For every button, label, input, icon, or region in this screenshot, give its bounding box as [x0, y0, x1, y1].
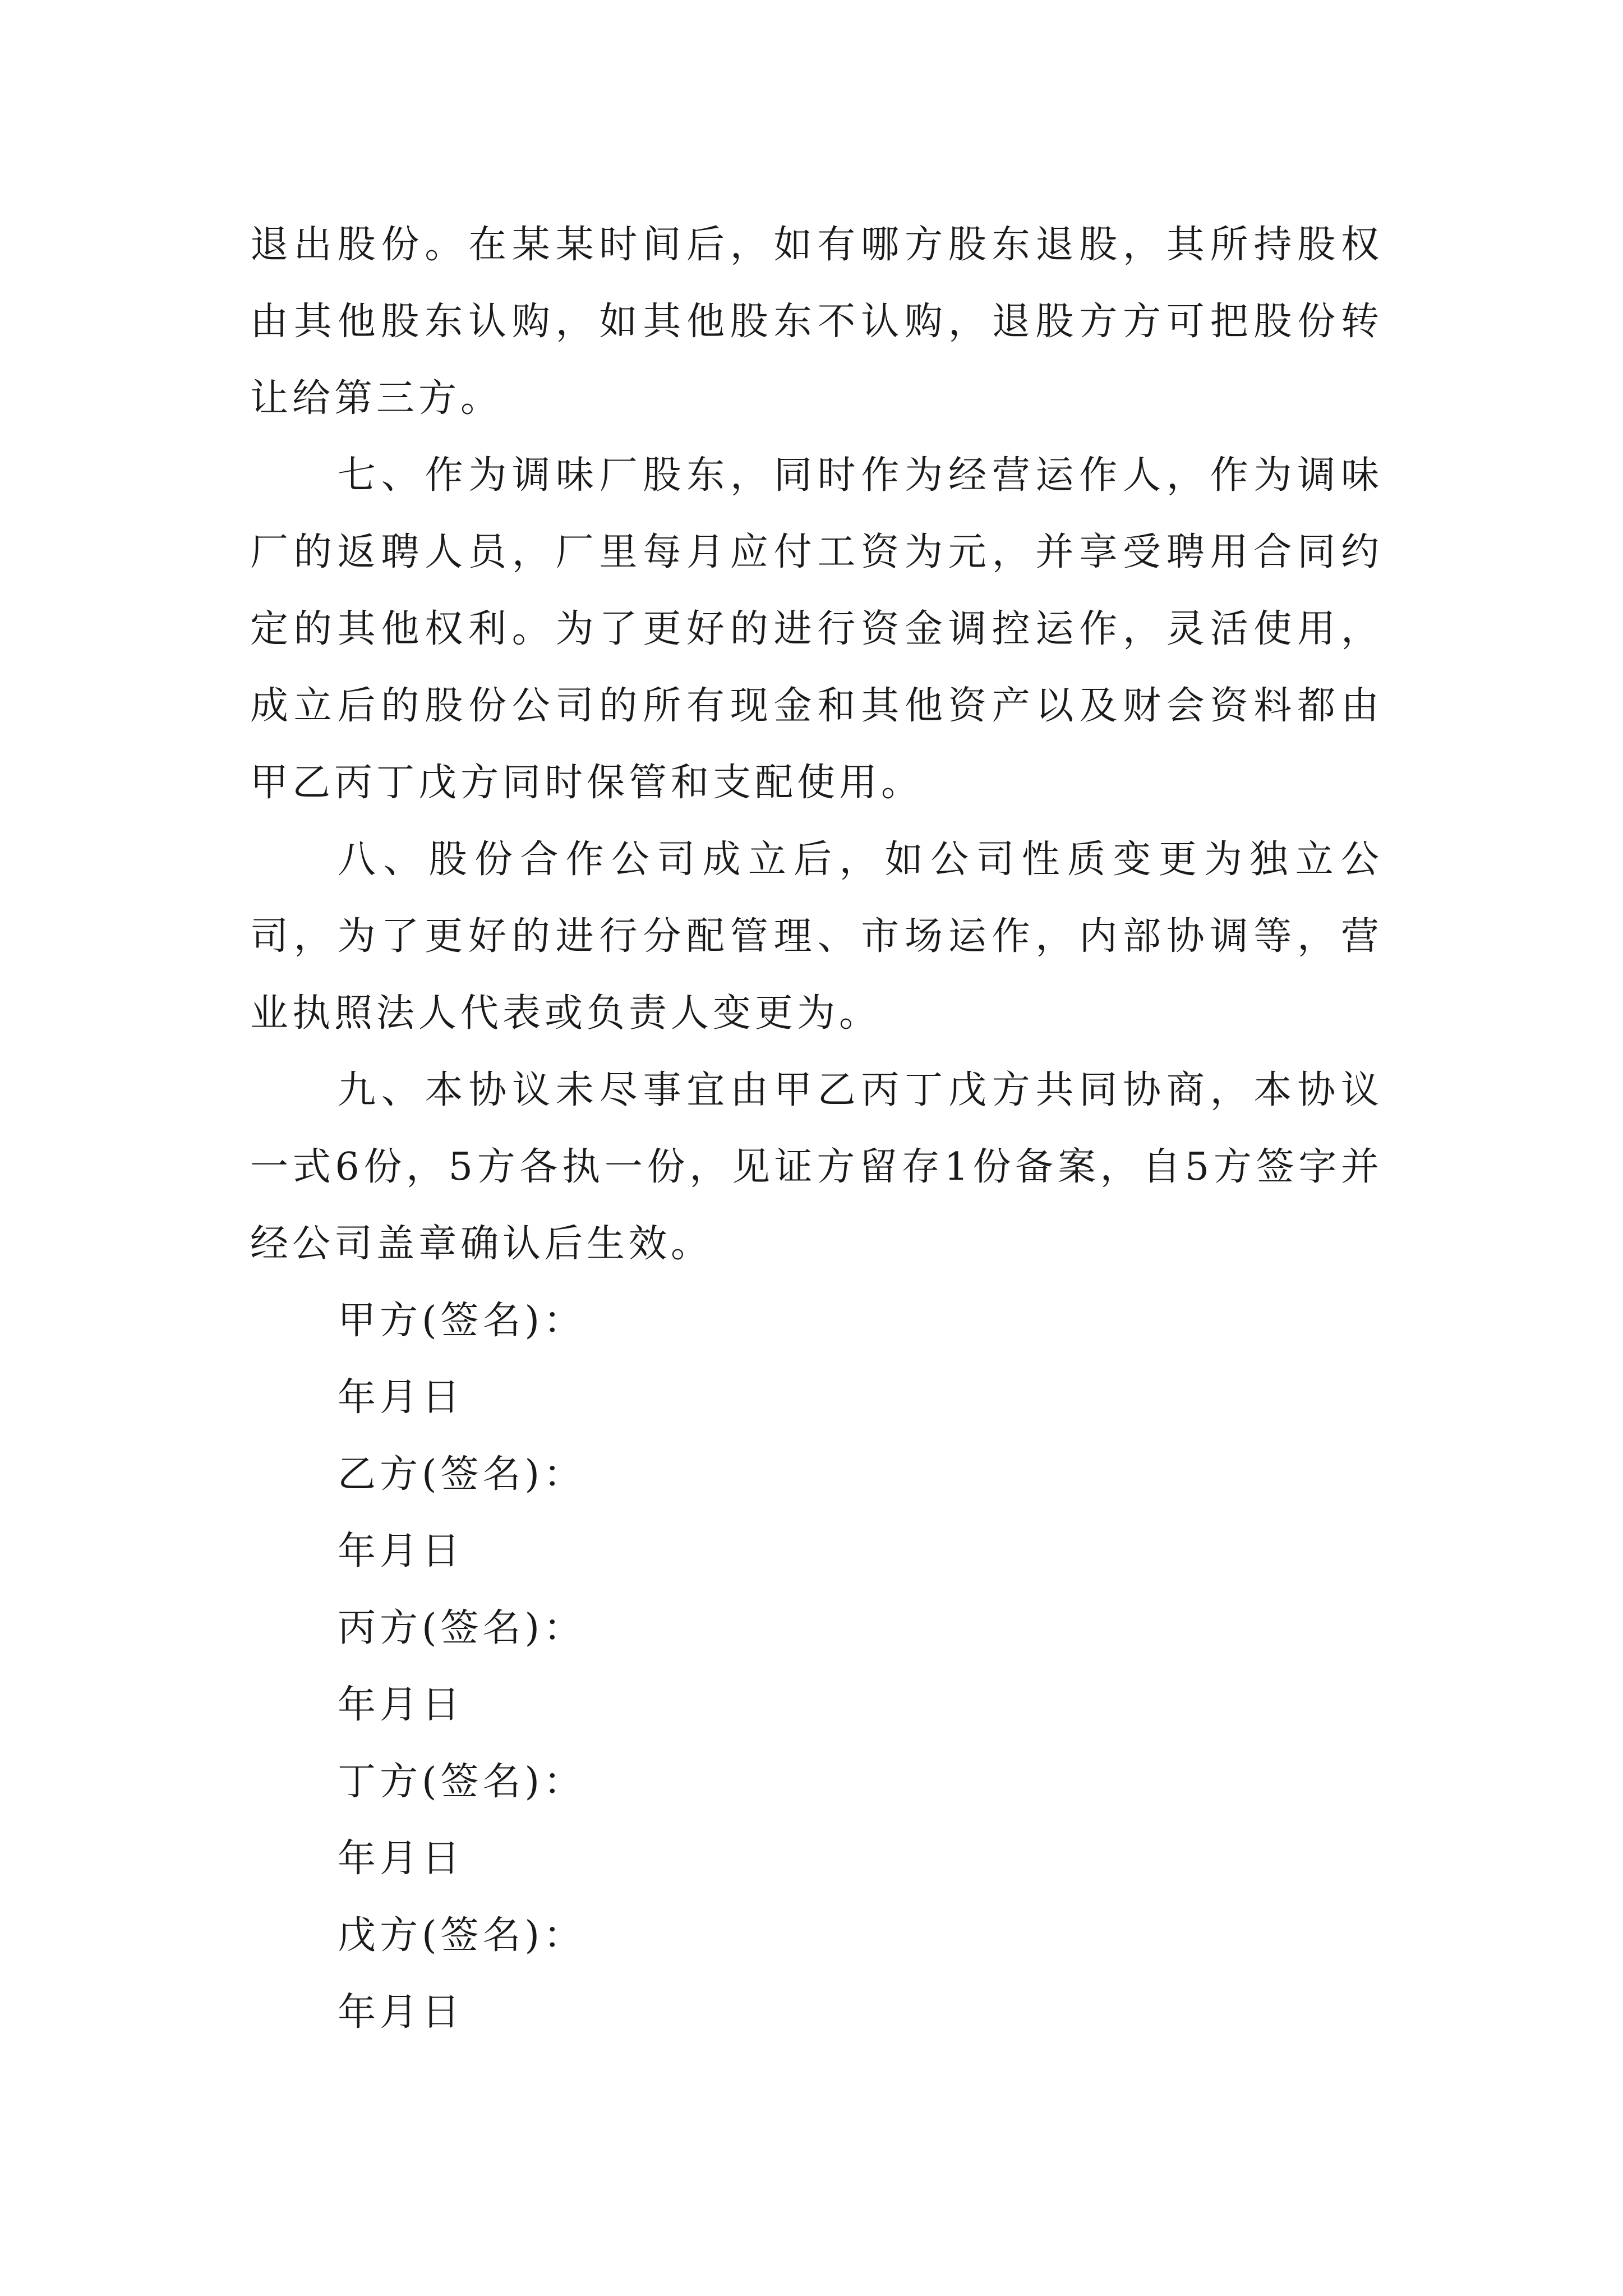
paragraph-clause-8: 八、股份合作公司成立后，如公司性质变更为独立公司，为了更好的进行分配管理、市场运作，内部协调等，营业执照法人代表或负责人变更为。 — [250, 838, 1383, 1036]
signature-date-c: 年月日 — [338, 1683, 464, 1727]
paragraph-withdrawal: 退出股份。在某某时间后，如有哪方股东退股，其所持股权由其他股东认购，如其他股东不认购，退股方方可把股份转让给第三方。 — [250, 223, 1383, 421]
signature-date-d: 年月日 — [338, 1837, 464, 1881]
signature-block — [250, 1282, 1383, 2051]
signature-party-c: 丙方(签名)： — [338, 1606, 586, 1650]
signature-date-b: 年月日 — [338, 1529, 464, 1573]
signature-date-a: 年月日 — [338, 1375, 464, 1420]
signature-party-d: 丁方(签名)： — [338, 1760, 586, 1804]
signature-party-e: 戊方(签名)： — [338, 1913, 586, 1958]
paragraph-clause-9: 九、本协议未尽事宜由甲乙丙丁戊方共同协商，本协议一式6份，5方各执一份，见证方留存1份备案，自5方签字并经公司盖章确认后生效。 — [250, 1068, 1383, 1266]
signature-date-e: 年月日 — [338, 1990, 464, 2035]
document-body — [250, 206, 1383, 2051]
paragraph-clause-7: 七、作为调味厂股东，同时作为经营运作人，作为调味厂的返聘人员，厂里每月应付工资为元，并享受聘用合同约定的其他权利。为了更好的进行资金调控运作，灵活使用，成立后的股份公司的所有现金和其他资产以及财会资料都由甲乙丙丁戊方同时保管和支配使用。 — [250, 453, 1383, 805]
signature-party-a: 甲方(签名)： — [338, 1299, 586, 1343]
signature-party-b: 乙方(签名)： — [338, 1452, 586, 1497]
